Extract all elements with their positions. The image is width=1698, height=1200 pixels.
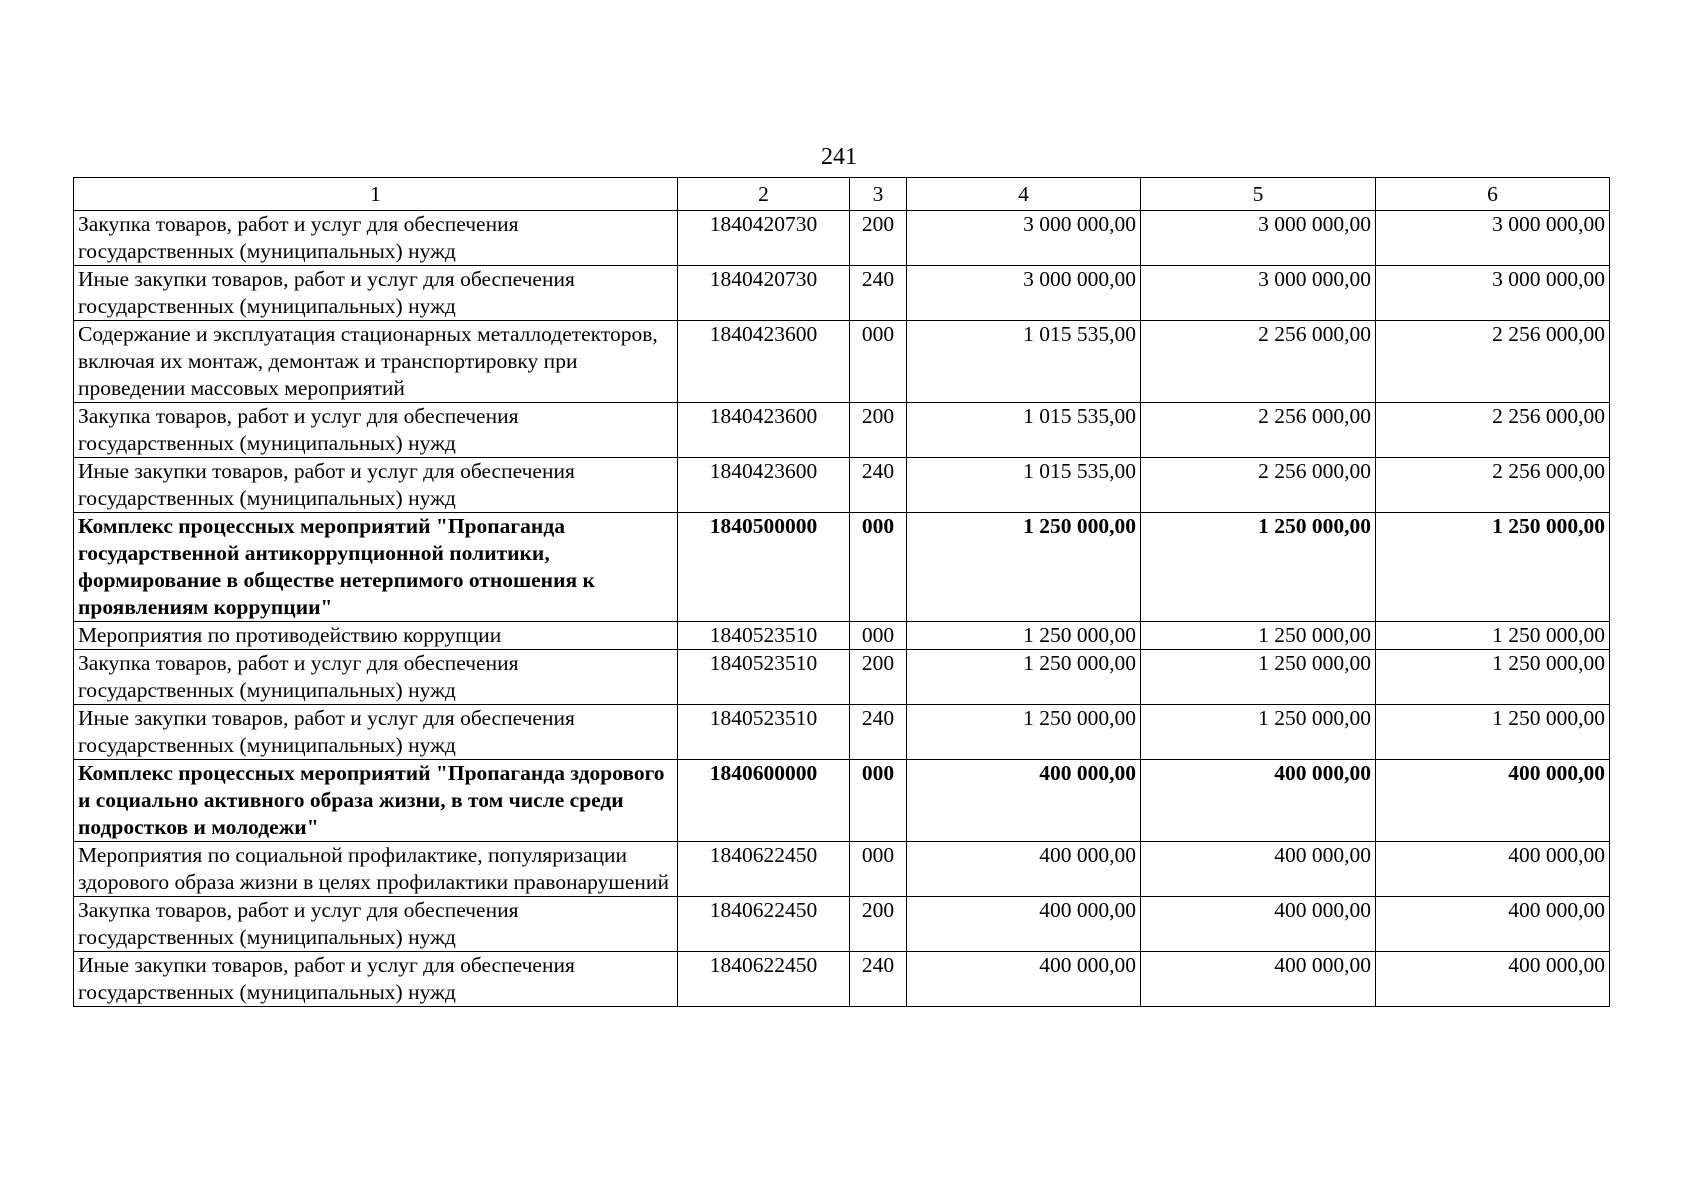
page-number [0,144,1698,170]
row-type-cell: 000 [850,513,907,622]
row-type-cell: 200 [850,650,907,705]
row-value-col6: 3 000 000,00 [1376,266,1610,321]
row-name-cell: Иные закупки товаров, работ и услуг для обеспечения государственных (муниципальных) нужд [74,952,678,1007]
row-value-col4: 1 250 000,00 [907,650,1141,705]
table-row [74,760,1610,842]
row-type-cell: 240 [850,266,907,321]
row-type-cell: 200 [850,211,907,266]
row-value-col4: 1 250 000,00 [907,513,1141,622]
row-value-col5: 400 000,00 [1141,760,1376,842]
table-row [74,897,1610,952]
row-name-cell: Иные закупки товаров, работ и услуг для обеспечения государственных (муниципальных) нужд [74,705,678,760]
row-code-cell: 1840600000 [678,760,850,842]
row-value-col5: 1 250 000,00 [1141,705,1376,760]
row-name-cell: Иные закупки товаров, работ и услуг для обеспечения государственных (муниципальных) нужд [74,458,678,513]
row-name-cell: Закупка товаров, работ и услуг для обеспечения государственных (муниципальных) нужд [74,211,678,266]
row-type-cell: 240 [850,952,907,1007]
header-col-2: 2 [678,178,850,211]
row-type-cell: 240 [850,458,907,513]
row-value-col4: 1 015 535,00 [907,321,1141,403]
row-value-col4: 400 000,00 [907,952,1141,1007]
row-value-col4: 1 015 535,00 [907,403,1141,458]
table-row [74,513,1610,622]
row-value-col5: 400 000,00 [1141,952,1376,1007]
header-col-1: 1 [74,178,678,211]
row-value-col6: 400 000,00 [1376,842,1610,897]
row-code-cell: 1840420730 [678,266,850,321]
row-value-col4: 3 000 000,00 [907,266,1141,321]
row-type-cell: 200 [850,897,907,952]
row-value-col4: 400 000,00 [907,760,1141,842]
row-value-col5: 1 250 000,00 [1141,513,1376,622]
row-code-cell: 1840423600 [678,403,850,458]
row-value-col6: 1 250 000,00 [1376,650,1610,705]
row-code-cell: 1840423600 [678,321,850,403]
row-name-cell: Закупка товаров, работ и услуг для обеспечения государственных (муниципальных) нужд [74,650,678,705]
row-value-col4: 400 000,00 [907,897,1141,952]
row-name-cell: Закупка товаров, работ и услуг для обеспечения государственных (муниципальных) нужд [74,403,678,458]
row-value-col6: 2 256 000,00 [1376,458,1610,513]
row-value-col6: 1 250 000,00 [1376,705,1610,760]
row-name-cell: Мероприятия по социальной профилактике, популяризации здорового образа жизни в целях профилактики правонарушений [74,842,678,897]
table-row [74,650,1610,705]
row-type-cell: 200 [850,403,907,458]
page-number-text: 241 [821,144,857,170]
row-type-cell: 000 [850,842,907,897]
row-name-cell: Комплекс процессных мероприятий "Пропаганда государственной антикоррупционной политики, формирование в обществе нетерпимого отношения к проявлениям коррупции" [74,513,678,622]
header-col-4: 4 [907,178,1141,211]
row-code-cell: 1840420730 [678,211,850,266]
header-col-3: 3 [850,178,907,211]
row-code-cell: 1840523510 [678,705,850,760]
table-row [74,403,1610,458]
header-col-5: 5 [1141,178,1376,211]
row-value-col6: 400 000,00 [1376,952,1610,1007]
row-value-col6: 1 250 000,00 [1376,622,1610,650]
row-value-col6: 2 256 000,00 [1376,321,1610,403]
table-row [74,321,1610,403]
row-code-cell: 1840622450 [678,842,850,897]
row-name-cell: Содержание и эксплуатация стационарных металлодетекторов, включая их монтаж, демонтаж и транспортировку при проведении массовых мероприятий [74,321,678,403]
row-code-cell: 1840523510 [678,622,850,650]
row-value-col5: 400 000,00 [1141,897,1376,952]
table-row [74,266,1610,321]
row-value-col6: 2 256 000,00 [1376,403,1610,458]
row-value-col4: 400 000,00 [907,842,1141,897]
row-value-col5: 3 000 000,00 [1141,211,1376,266]
row-value-col5: 2 256 000,00 [1141,321,1376,403]
table-row [74,952,1610,1007]
row-value-col4: 1 250 000,00 [907,705,1141,760]
row-name-cell: Иные закупки товаров, работ и услуг для обеспечения государственных (муниципальных) нужд [74,266,678,321]
row-code-cell: 1840622450 [678,952,850,1007]
row-value-col6: 3 000 000,00 [1376,211,1610,266]
table-row [74,211,1610,266]
row-type-cell: 000 [850,622,907,650]
row-type-cell: 000 [850,760,907,842]
row-type-cell: 240 [850,705,907,760]
row-value-col4: 3 000 000,00 [907,211,1141,266]
row-name-cell: Закупка товаров, работ и услуг для обеспечения государственных (муниципальных) нужд [74,897,678,952]
table-row [74,842,1610,897]
row-value-col6: 400 000,00 [1376,897,1610,952]
header-col-6: 6 [1376,178,1610,211]
budget-table [73,177,1610,1007]
table-row [74,705,1610,760]
row-value-col4: 1 250 000,00 [907,622,1141,650]
table-row [74,622,1610,650]
table-header-row [74,178,1610,211]
row-code-cell: 1840523510 [678,650,850,705]
row-value-col6: 400 000,00 [1376,760,1610,842]
row-code-cell: 1840423600 [678,458,850,513]
row-code-cell: 1840622450 [678,897,850,952]
row-name-cell: Комплекс процессных мероприятий "Пропаганда здорового и социально активного образа жизни, в том числе среди подростков и молодежи" [74,760,678,842]
row-value-col5: 3 000 000,00 [1141,266,1376,321]
table-body [74,211,1610,1007]
row-value-col4: 1 015 535,00 [907,458,1141,513]
row-type-cell: 000 [850,321,907,403]
row-name-cell: Мероприятия по противодействию коррупции [74,622,678,650]
row-value-col5: 1 250 000,00 [1141,650,1376,705]
row-value-col5: 2 256 000,00 [1141,403,1376,458]
table-row [74,458,1610,513]
row-code-cell: 1840500000 [678,513,850,622]
row-value-col5: 400 000,00 [1141,842,1376,897]
row-value-col5: 1 250 000,00 [1141,622,1376,650]
row-value-col5: 2 256 000,00 [1141,458,1376,513]
row-value-col6: 1 250 000,00 [1376,513,1610,622]
